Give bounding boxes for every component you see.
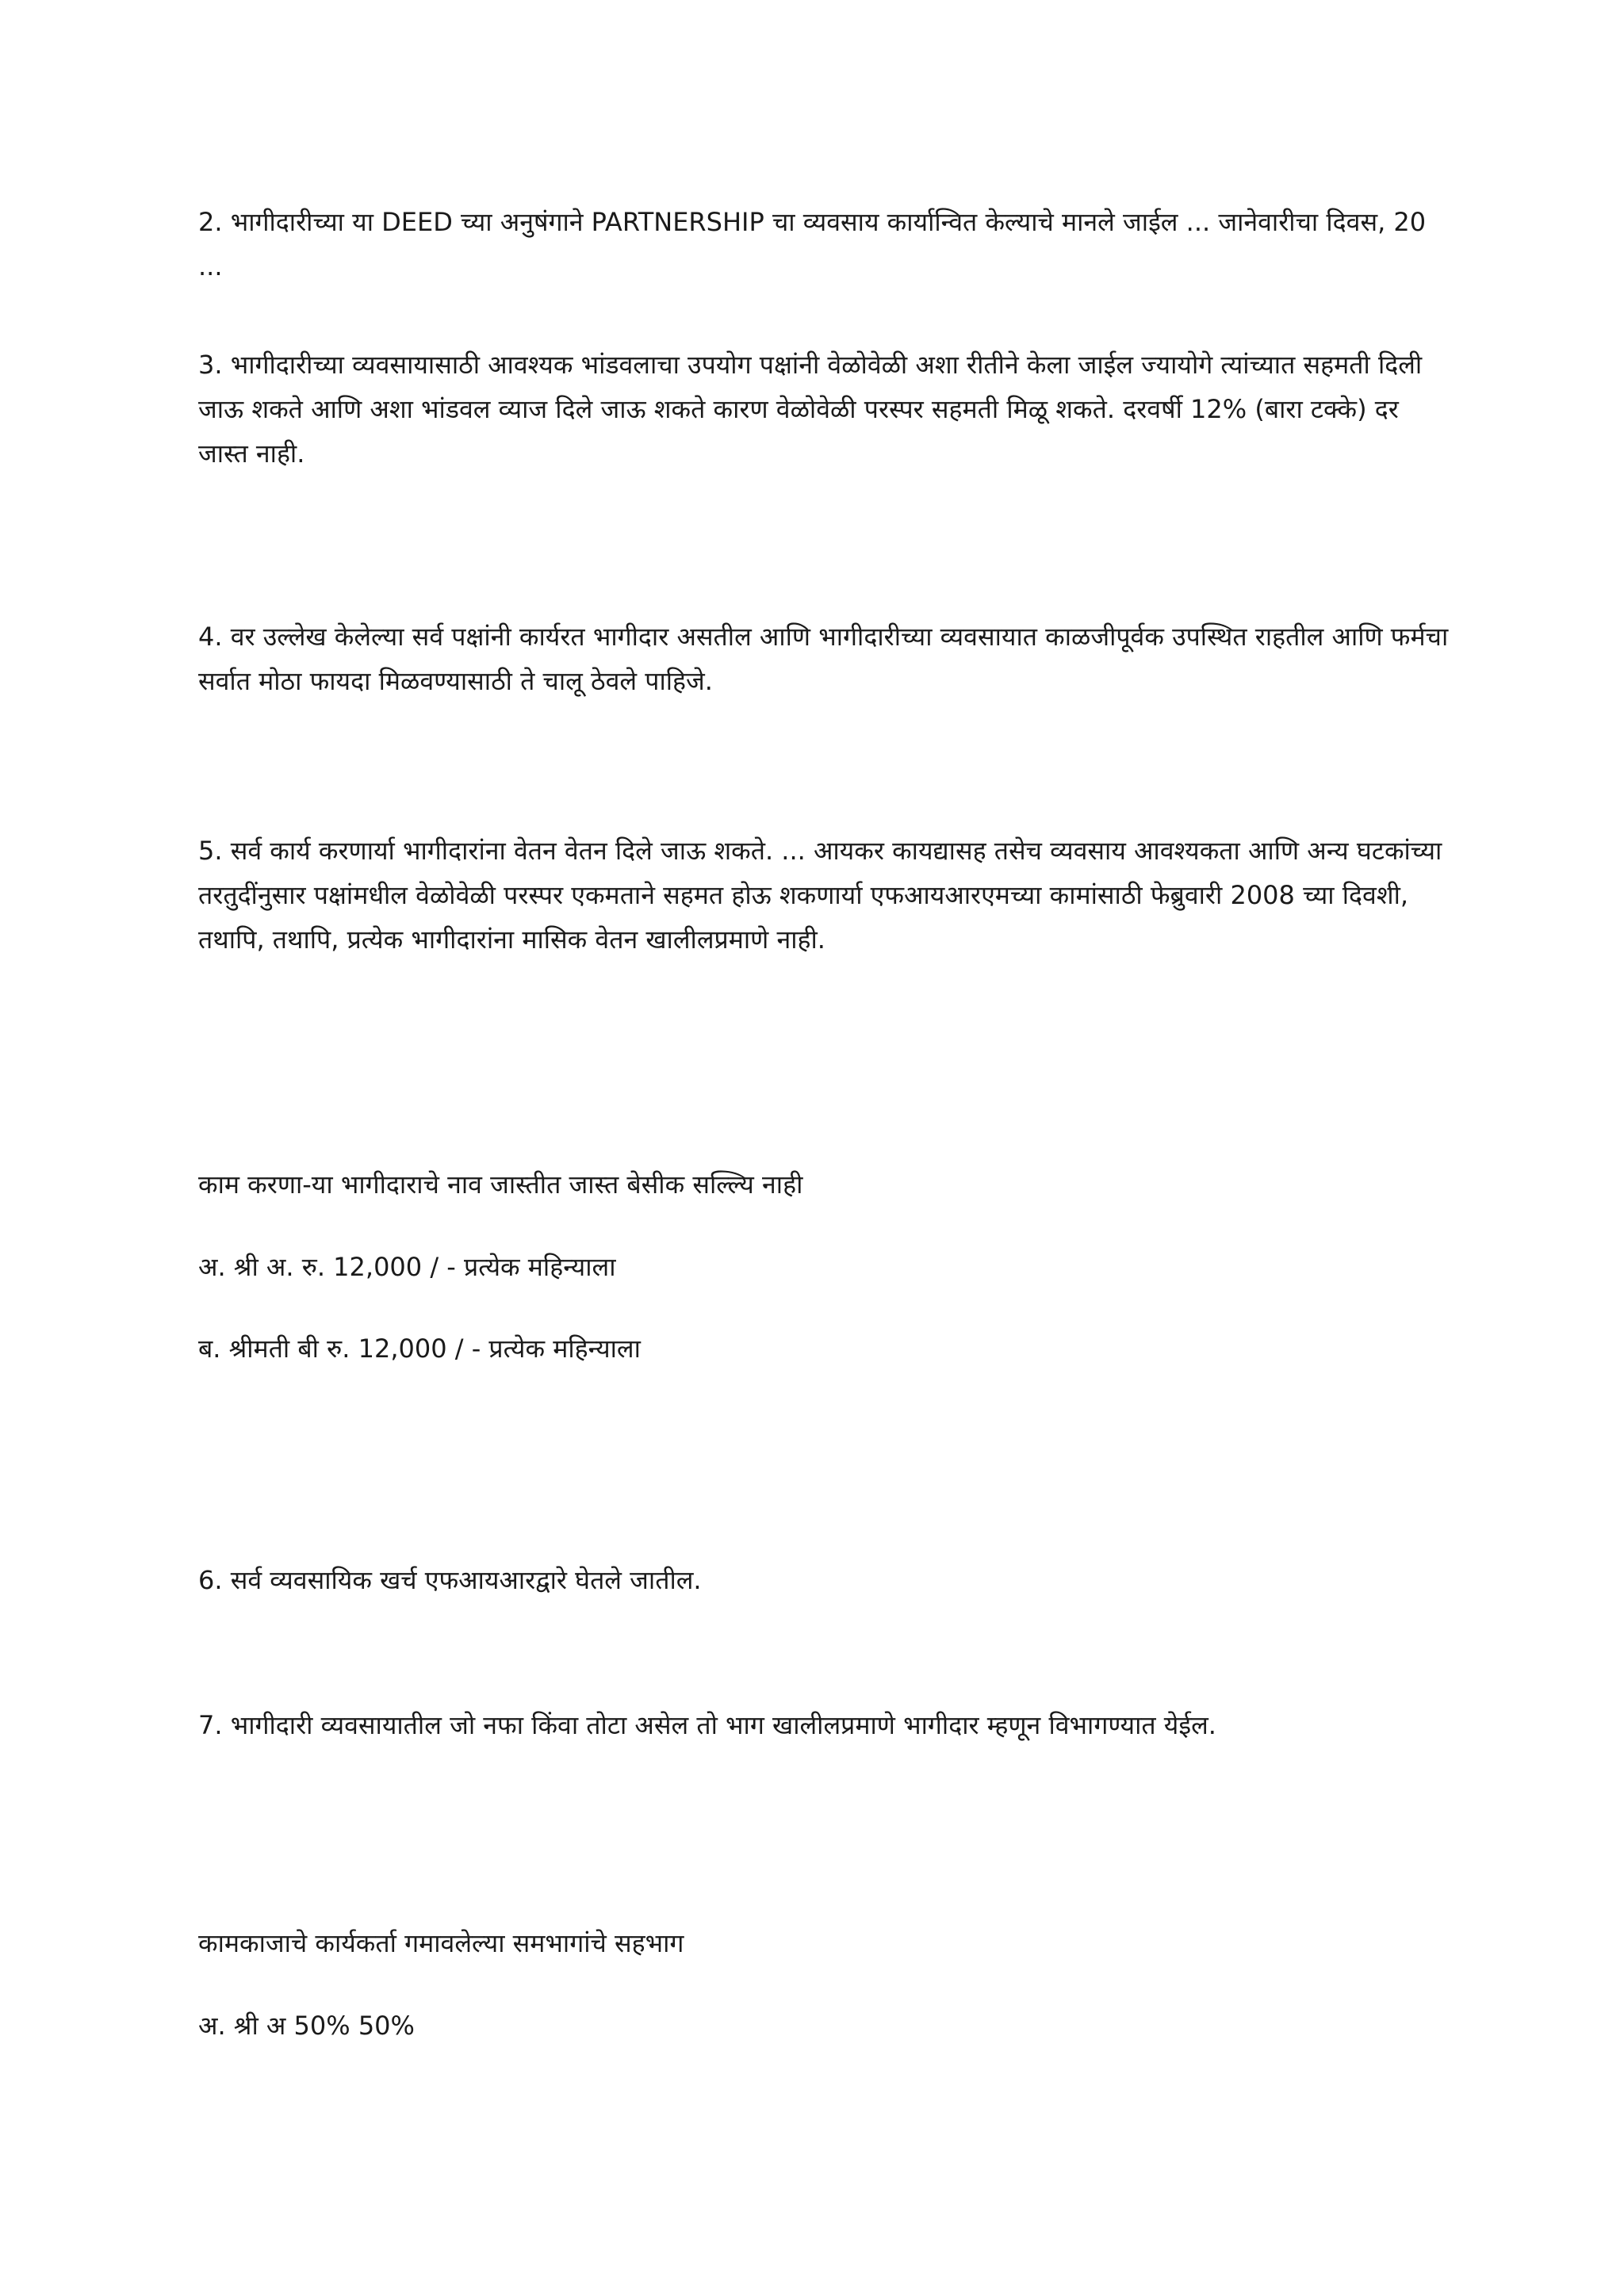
share-table-heading: कामकाजाचे कार्यकर्ता गमावलेल्या समभागांचे सहभाग (198, 1928, 684, 1958)
clause-5: 5. सर्व कार्य करणार्या भागीदारांना वेतन वेतन दिले जाऊ शकते. ... आयकर कायद्यासह तसेच व्यवसाय आवश्यकता आणि अन्य घटकांच्या तरतुदींनुसार पक्षांमधील वेळोवेळी परस्पर एकमताने सहमत होऊ शकणार्या एफआयआरएमच्या कामांसाठी फेब्रुवारी 2008 च्या दिवशी, तथापि, तथापि, प्रत्येक भागीदारांना मासिक वेतन खालीलप्रमाणे नाही. (198, 836, 1442, 955)
salary-row-b: ब. श्रीमती बी रु. 12,000 / - प्रत्येक महिन्याला (198, 1334, 641, 1364)
salary-row-a: अ. श्री अ. रु. 12,000 / - प्रत्येक महिन्याला (198, 1252, 616, 1282)
clause-2: 2. भागीदारीच्या या DEED च्या अनुषंगाने PARTNERSHIP चा व्यवसाय कार्यान्वित केल्याचे मानले जाईल ... जानेवारीचा दिवस, 20 ... (198, 207, 1427, 281)
share-row-a: अ. श्री अ 50% 50% (198, 2011, 415, 2041)
clause-4: 4. वर उल्लेख केलेल्या सर्व पक्षांनी कार्यरत भागीदार असतील आणि भागीदारीच्या व्यवसायात काळजीपूर्वक उपस्थित राहतील आणि फर्मचा सर्वात मोठा फायदा मिळवण्यासाठी ते चालू ठेवले पाहिजे. (198, 622, 1449, 696)
clause-7: 7. भागीदारी व्यवसायातील जो नफा किंवा तोटा असेल तो भाग खालीलप्रमाणे भागीदार म्हणून विभागण्यात येईल. (198, 1710, 1216, 1740)
clause-3: 3. भागीदारीच्या व्यवसायासाठी आवश्यक भांडवलाचा उपयोग पक्षांनी वेळोवेळी अशा रीतीने केला जाईल ज्यायोगे त्यांच्यात सहमती दिली जाऊ शकते आणि अशा भांडवल व्याज दिले जाऊ शकते कारण वेळोवेळी परस्पर सहमती मिळू शकते. दरवर्षी 12% (बारा टक्के) दर जास्त नाही. (198, 350, 1423, 469)
clause-6: 6. सर्व व्यवसायिक खर्च एफआयआरद्वारे घेतले जातील. (198, 1565, 702, 1595)
salary-table-heading: काम करणा-या भागीदाराचे नाव जास्तीत जास्त बेसीक सल्ल्यि नाही (198, 1169, 803, 1200)
